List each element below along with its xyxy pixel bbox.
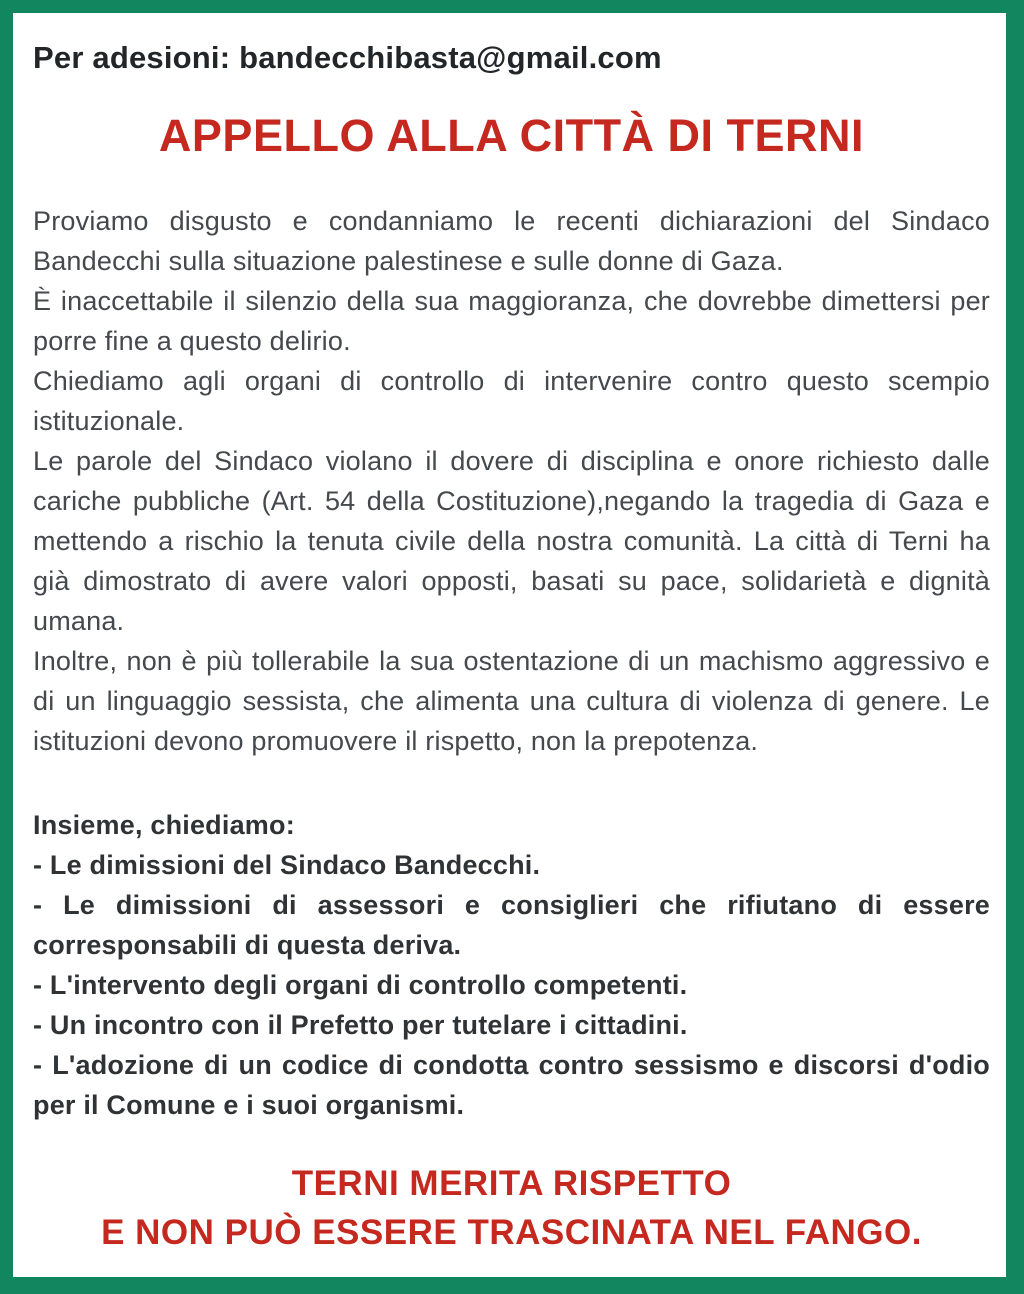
- contact-line: Per adesioni: bandecchibasta@gmail.com: [33, 40, 662, 75]
- slogan-line-2: E NON PUÒ ESSERE TRASCINATA NEL FANGO.: [101, 1213, 922, 1252]
- demand-item: - L'adozione di un codice di condotta contro sessismo e discorsi d'odio per il Comune e i suoi organismi.: [33, 1050, 990, 1120]
- demands-section: [33, 805, 990, 1125]
- closing-slogan: [33, 1159, 990, 1257]
- demand-item: - L'intervento degli organi di controllo competenti.: [33, 970, 688, 1000]
- body-paragraph: Chiediamo agli organi di controllo di intervenire contro questo scempio istituzionale.: [33, 366, 990, 436]
- body-paragraph: Le parole del Sindaco violano il dovere di disciplina e onore richiesto dalle cariche pubbliche (Art. 54 della Costituzione),negando la tragedia di Gaza e mettendo a rischio la tenuta civile della nostra comunità. La città di Terni ha già dimostrato di avere valori opposti, basati su pace, solidarietà e dignità umana.: [33, 446, 990, 636]
- body-paragraphs: [33, 201, 990, 761]
- body-paragraph: Inoltre, non è più tollerabile la sua ostentazione di un machismo aggressivo e di un linguaggio sessista, che alimenta una cultura di violenza di genere. Le istituzioni devono promuovere il rispetto, non la prepotenza.: [33, 646, 990, 756]
- slogan-line-1: TERNI MERITA RISPETTO: [291, 1164, 732, 1203]
- body-paragraph: È inaccettabile il silenzio della sua maggioranza, che dovrebbe dimettersi per porre fine a questo delirio.: [33, 286, 990, 356]
- demand-item: - Un incontro con il Prefetto per tutelare i cittadini.: [33, 1010, 688, 1040]
- demand-item: - Le dimissioni del Sindaco Bandecchi.: [33, 850, 541, 880]
- demand-item: - Le dimissioni di assessori e consiglieri che rifiutano di essere corresponsabili di questa deriva.: [33, 890, 990, 960]
- page-title: APPELLO ALLA CITTÀ DI TERNI: [158, 110, 865, 161]
- body-paragraph: Proviamo disgusto e condanniamo le recenti dichiarazioni del Sindaco Bandecchi sulla situazione palestinese e sulle donne di Gaza.: [33, 206, 990, 276]
- demands-list: [33, 845, 990, 1125]
- demands-heading: Insieme, chiediamo:: [33, 810, 295, 840]
